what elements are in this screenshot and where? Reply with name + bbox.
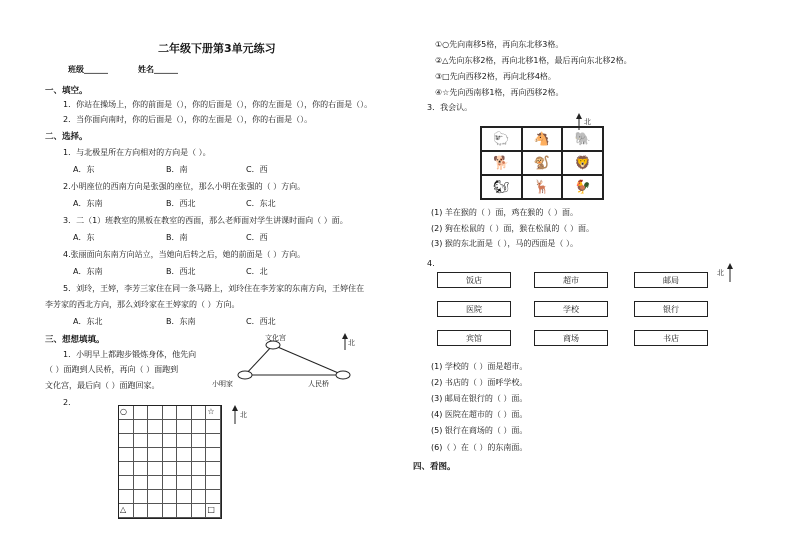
grid-cell (148, 434, 163, 448)
animal-monkey: 🐒 (522, 151, 563, 175)
grid-cell (206, 462, 221, 476)
choice-q1-opt-b: B．南 (166, 165, 188, 174)
grid-cell (119, 434, 134, 448)
grid-cell (163, 490, 178, 504)
place-mall: 商场 (534, 330, 608, 346)
grid-cell (177, 476, 192, 490)
north-arrow-icon (575, 112, 583, 130)
grid-cell (177, 462, 192, 476)
choice-q4: 4.张丽面向东南方向站立，当她向后转之后，她的前面是（ ）方向。 (63, 250, 306, 259)
star-mark: ☆ (207, 407, 215, 416)
choice-q4-opt-a: A．东南 (73, 267, 103, 276)
grid-cell (148, 448, 163, 462)
circle-mark: ○ (120, 407, 127, 416)
grid-cell (163, 420, 178, 434)
animal-q1: (1) 羊在猴的（ ）面，鸡在猴的（ ）面。 (431, 208, 578, 217)
north-arrow-icon (231, 404, 239, 424)
grid-cell (192, 434, 207, 448)
grid-cell (206, 448, 221, 462)
places-q2: (2) 书店的（ ）面呼学校。 (431, 378, 528, 387)
grid-cell (119, 490, 134, 504)
place-restaurant: 饭店 (437, 272, 511, 288)
animal-q3: (3) 猴的东北面是（ ），马的西面是（ ）。 (431, 239, 578, 248)
place-bookstore: 书店 (634, 330, 708, 346)
move-grid (118, 405, 222, 519)
grid-cell (163, 476, 178, 490)
grid-cell (148, 406, 163, 420)
places-q3: (3) 邮局在银行的（ ）面。 (431, 394, 528, 403)
place-post-office: 邮局 (634, 272, 708, 288)
choice-q5-line-1: 5．刘玲，王婷，李芳三家住在同一条马路上，刘玲住在李芳家的东南方向，王婷住在 (63, 284, 365, 293)
animal-dog: 🐕 (481, 151, 522, 175)
grid-cell (148, 504, 163, 518)
grid-cell (192, 420, 207, 434)
grid-cell (177, 448, 192, 462)
grid-cell (163, 448, 178, 462)
grid-cell (148, 462, 163, 476)
grid-cell (192, 504, 207, 518)
think-q1-line-2: （ ）面跑到人民桥，再向（ ）面跑到 (45, 365, 179, 374)
grid-cell (148, 420, 163, 434)
grid-cell (177, 490, 192, 504)
choice-q2-opt-c: C．东北 (246, 199, 276, 208)
grid-cell (206, 434, 221, 448)
move-instruction-1: ①○先向南移5格，再向东北移3格。 (435, 40, 564, 49)
choice-q3-opt-b: B．南 (166, 233, 188, 242)
choice-q2: 2.小明座位的西南方向是张强的座位，那么小明在张强的（ ）方向。 (63, 182, 306, 191)
fill-item-1: 1．你站在操场上，你的前面是（），你的后面是（），你的左面是（），你的右面是（）。 (63, 100, 373, 109)
place-supermarket: 超市 (534, 272, 608, 288)
grid-cell (134, 406, 149, 420)
grid-cell (148, 490, 163, 504)
grid-cell (163, 462, 178, 476)
animal-rooster: 🐓 (562, 175, 603, 199)
map-culture-palace: 文化宫 (265, 334, 286, 342)
animal-horse: 🐴 (522, 127, 563, 151)
grid-cell (163, 406, 178, 420)
grid-cell (192, 462, 207, 476)
grid-cell (206, 420, 221, 434)
map-bridge: 人民桥 (308, 380, 329, 388)
route-map (225, 330, 365, 390)
grid-cell (148, 476, 163, 490)
section-3-heading: 三、想想填填。 (45, 335, 105, 345)
grid-cell (134, 462, 149, 476)
places-q6: (6)（ ）在（ ）的东南面。 (431, 443, 528, 452)
animal-north-label: 北 (584, 118, 591, 126)
grid-north-label: 北 (240, 411, 247, 419)
grid-cell (119, 406, 134, 420)
grid-cell (119, 462, 134, 476)
choice-q5-opt-b: B．东南 (166, 317, 196, 326)
places-q4: (4) 医院在超市的（ ）面。 (431, 410, 528, 419)
grid-cell (177, 406, 192, 420)
grid-cell (134, 476, 149, 490)
name-label: 姓名______ (138, 65, 178, 74)
fill-item-2: 2．当你面向南时，你的后面是（），你的左面是（），你的右面是（）。 (63, 115, 313, 124)
section-1-heading: 一、填空。 (45, 86, 88, 96)
grid-cell (206, 476, 221, 490)
grid-cell (192, 476, 207, 490)
place-school: 学校 (534, 301, 608, 317)
animal-deer: 🦌 (522, 175, 563, 199)
places-north-label: 北 (717, 269, 724, 277)
grid-cell (119, 504, 134, 518)
grid-cell (163, 434, 178, 448)
north-arrow-icon (726, 262, 734, 282)
choice-q5-opt-c: C．西北 (246, 317, 276, 326)
section-2-heading: 二、选择。 (45, 132, 88, 142)
choice-q1: 1．与北极星所在方向相对的方向是（ ）。 (63, 148, 211, 157)
move-instruction-3: ③□先向西移2格，再向北移4格。 (435, 72, 556, 81)
choice-q5-line-2: 李芳家的西北方向，那么刘玲家在王婷家的（ ）方向。 (45, 300, 240, 309)
grid-cell (192, 490, 207, 504)
animal-squirrel: 🐿 (481, 175, 522, 199)
square-mark: □ (207, 505, 215, 514)
think-q2-label: 2． (63, 398, 77, 407)
animal-grid (480, 126, 604, 200)
grid-cell (119, 476, 134, 490)
animal-elephant: 🐘 (562, 127, 603, 151)
grid-cell (177, 434, 192, 448)
triangle-mark: △ (120, 505, 127, 514)
grid-cell (163, 504, 178, 518)
recognize-q3-label: 3．我会认。 (427, 103, 473, 112)
places-q4-label: 4. (427, 259, 435, 268)
choice-q1-opt-c: C．西 (246, 165, 268, 174)
place-hotel: 宾馆 (437, 330, 511, 346)
grid-cell (134, 504, 149, 518)
page-title: 二年级下册第3单元练习 (158, 42, 276, 55)
move-instruction-4: ④☆先向西南移1格，再向西移2格。 (435, 88, 564, 97)
think-q1-line-1: 1．小明早上都跑步锻炼身体，他先向 (63, 350, 197, 359)
grid-cell (119, 420, 134, 434)
choice-q3: 3．二（1）班教室的黑板在教室的西面，那么老师面对学生讲课时面向（ ）面。 (63, 216, 348, 225)
choice-q3-opt-a: A．东 (73, 233, 95, 242)
section-4-heading: 四、看图。 (413, 462, 456, 472)
places-q5: (5) 银行在商场的（ ）面。 (431, 426, 528, 435)
grid-cell (177, 504, 192, 518)
grid-cell (206, 504, 221, 518)
grid-cell (206, 406, 221, 420)
choice-q3-opt-c: C．西 (246, 233, 268, 242)
choice-q2-opt-b: B．西北 (166, 199, 196, 208)
choice-q2-opt-a: A．东南 (73, 199, 103, 208)
animal-q2: (2) 狗在松鼠的（ ）面，猴在松鼠的（ ）面。 (431, 224, 594, 233)
grid-cell (134, 448, 149, 462)
grid-cell (134, 420, 149, 434)
class-label: 班级______ (68, 65, 108, 74)
move-instruction-2: ②△先向东移2格，再向北移1格，最后再向东北移2格。 (435, 56, 632, 65)
place-bank: 银行 (634, 301, 708, 317)
places-q1: (1) 学校的（ ）面是超市。 (431, 362, 528, 371)
grid-cell (192, 406, 207, 420)
grid-cell (206, 490, 221, 504)
grid-cell (119, 448, 134, 462)
grid-cell (177, 420, 192, 434)
animal-sheep: 🐑 (481, 127, 522, 151)
place-hospital: 医院 (437, 301, 511, 317)
grid-cell (192, 448, 207, 462)
grid-cell (134, 490, 149, 504)
choice-q4-opt-b: B．西北 (166, 267, 196, 276)
grid-cell (134, 434, 149, 448)
animal-lion: 🦁 (562, 151, 603, 175)
choice-q5-opt-a: A．东北 (73, 317, 103, 326)
map-home: 小明家 (212, 380, 233, 388)
think-q1-line-3: 文化宫，最后向（ ）面跑回家。 (45, 381, 160, 390)
choice-q4-opt-c: C．北 (246, 267, 268, 276)
map-north-label: 北 (348, 339, 355, 347)
choice-q1-opt-a: A．东 (73, 165, 95, 174)
